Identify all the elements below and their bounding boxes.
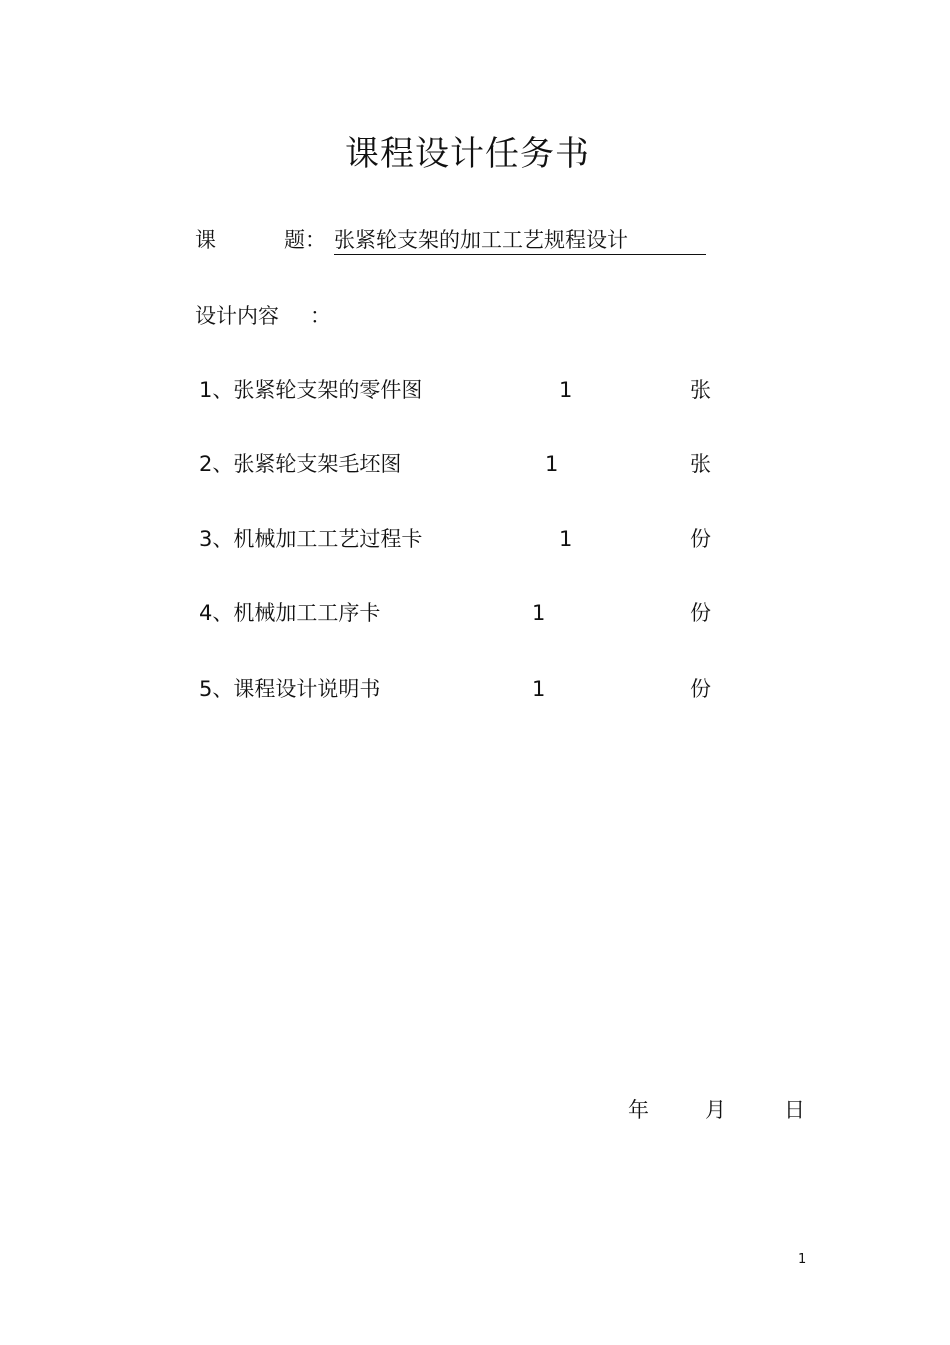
content-item [199, 675, 739, 705]
item-unit: 张 [690, 452, 711, 476]
item-quantity: 1 [559, 378, 573, 402]
item-name: 5、课程设计说明书 [199, 677, 381, 701]
item-quantity: 1 [545, 452, 559, 476]
date-day: 日 [784, 1098, 805, 1122]
content-label-colon: ： [310, 304, 331, 328]
item-unit: 份 [690, 527, 711, 551]
topic-value: 张紧轮支架的加工工艺规程设计 [334, 226, 706, 255]
item-name: 4、机械加工工序卡 [199, 601, 381, 625]
page-number: 1 [798, 1252, 807, 1267]
content-label [195, 302, 331, 330]
date-line [628, 1096, 818, 1126]
item-quantity: 1 [532, 677, 546, 701]
item-unit: 张 [690, 378, 711, 402]
item-quantity: 1 [559, 527, 573, 551]
item-quantity: 1 [532, 601, 546, 625]
content-item [199, 376, 739, 406]
item-unit: 份 [690, 601, 711, 625]
document-title: 课程设计任务书 [345, 134, 590, 174]
item-name: 2、张紧轮支架毛坯图 [199, 452, 402, 476]
date-year: 年 [628, 1098, 649, 1122]
item-name: 3、机械加工工艺过程卡 [199, 527, 423, 551]
content-item [199, 525, 739, 555]
content-item [199, 450, 739, 480]
date-month: 月 [705, 1098, 726, 1122]
content-label-text: 设计内容 [195, 304, 279, 328]
item-unit: 份 [690, 677, 711, 701]
item-name: 1、张紧轮支架的零件图 [199, 378, 423, 402]
topic-label-first: 课 [195, 228, 216, 252]
content-item [199, 599, 739, 629]
topic-label-second: 题： [284, 228, 326, 252]
